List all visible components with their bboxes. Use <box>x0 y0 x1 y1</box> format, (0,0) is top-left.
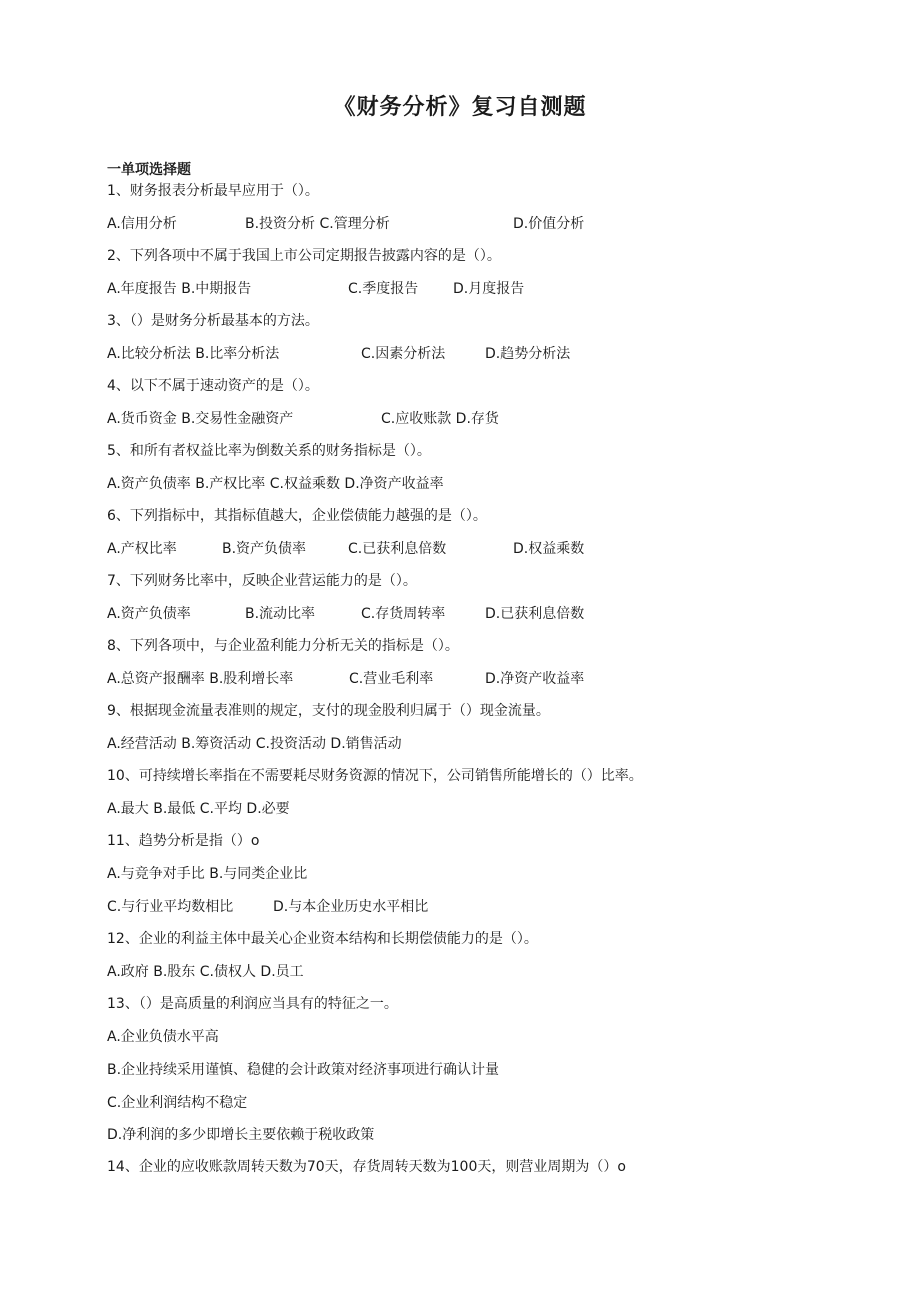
section-heading: 一单项选择题 <box>107 162 191 178</box>
question-text: 7、下列财务比率中，反映企业营运能力的是（）。 <box>107 573 417 589</box>
answer-option: C.企业利润结构不稳定 <box>107 1095 248 1111</box>
answer-option: B.流动比率 <box>245 606 316 622</box>
question-text: 6、下列指标中，其指标值越大，企业偿债能力越强的是（）。 <box>107 508 487 524</box>
answer-option: C.与行业平均数相比 <box>107 899 234 915</box>
answer-option: A.年度报告 B.中期报告 <box>107 281 252 297</box>
answer-option: C.因素分析法 <box>361 346 446 362</box>
answer-option: C.季度报告 <box>348 281 419 297</box>
question-text: 13、（）是高质量的利润应当具有的特征之一。 <box>107 996 398 1012</box>
answer-option: D.价值分析 <box>513 216 585 232</box>
answer-option: A.比较分析法 B.比率分析法 <box>107 346 280 362</box>
answer-option: A.总资产报酬率 B.股利增长率 <box>107 671 294 687</box>
answer-option: A.信用分析 <box>107 216 177 232</box>
answer-option: B.企业持续采用谨慎、稳健的会计政策对经济事项进行确认计量 <box>107 1062 500 1078</box>
question-text: 5、和所有者权益比率为倒数关系的财务指标是（）。 <box>107 443 431 459</box>
question-text: 8、下列各项中，与企业盈利能力分析无关的指标是（）。 <box>107 638 459 654</box>
question-text: 14、企业的应收账款周转天数为70天，存货周转天数为100天，则营业周期为（）o <box>107 1159 626 1175</box>
answer-option: C.营业毛利率 <box>349 671 434 687</box>
answer-option: A.资产负债率 B.产权比率 C.权益乘数 D.净资产收益率 <box>107 476 444 492</box>
answer-option: D.月度报告 <box>453 281 525 297</box>
answer-option: B.资产负债率 <box>222 541 307 557</box>
question-text: 11、趋势分析是指（）o <box>107 833 260 849</box>
page-title: 《财务分析》复习自测题 <box>333 95 587 120</box>
question-text: 9、根据现金流量表准则的规定，支付的现金股利归属于（）现金流量。 <box>107 703 550 719</box>
answer-option: A.政府 B.股东 C.债权人 D.员工 <box>107 964 304 980</box>
question-text: 3、（）是财务分析最基本的方法。 <box>107 313 319 329</box>
answer-option: A.与竞争对手比 B.与同类企业比 <box>107 866 308 882</box>
answer-option: A.货币资金 B.交易性金融资产 <box>107 411 294 427</box>
answer-option: A.产权比率 <box>107 541 177 557</box>
answer-option: A.企业负债水平高 <box>107 1029 219 1045</box>
answer-option: D.已获利息倍数 <box>485 606 585 622</box>
answer-option: D.净利润的多少即增长主要依赖于税收政策 <box>107 1127 375 1143</box>
question-text: 10、可持续增长率指在不需要耗尽财务资源的情况下，公司销售所能增长的（）比率。 <box>107 768 643 784</box>
answer-option: C.已获利息倍数 <box>348 541 447 557</box>
question-text: 12、企业的利益主体中最关心企业资本结构和长期偿债能力的是（）。 <box>107 931 538 947</box>
answer-option: D.净资产收益率 <box>485 671 585 687</box>
answer-option: D.权益乘数 <box>513 541 585 557</box>
answer-option: D.与本企业历史水平相比 <box>273 899 429 915</box>
answer-option: A.经营活动 B.筹资活动 C.投资活动 D.销售活动 <box>107 736 402 752</box>
answer-option: A.资产负债率 <box>107 606 191 622</box>
answer-option: C.应收账款 D.存货 <box>381 411 499 427</box>
question-text: 2、下列各项中不属于我国上市公司定期报告披露内容的是（）。 <box>107 248 501 264</box>
answer-option: B.投资分析 C.管理分析 <box>245 216 390 232</box>
question-text: 1、财务报表分析最早应用于（）。 <box>107 183 319 199</box>
answer-option: D.趋势分析法 <box>485 346 571 362</box>
answer-option: C.存货周转率 <box>361 606 446 622</box>
question-text: 4、以下不属于速动资产的是（）。 <box>107 378 319 394</box>
answer-option: A.最大 B.最低 C.平均 D.必要 <box>107 801 290 817</box>
